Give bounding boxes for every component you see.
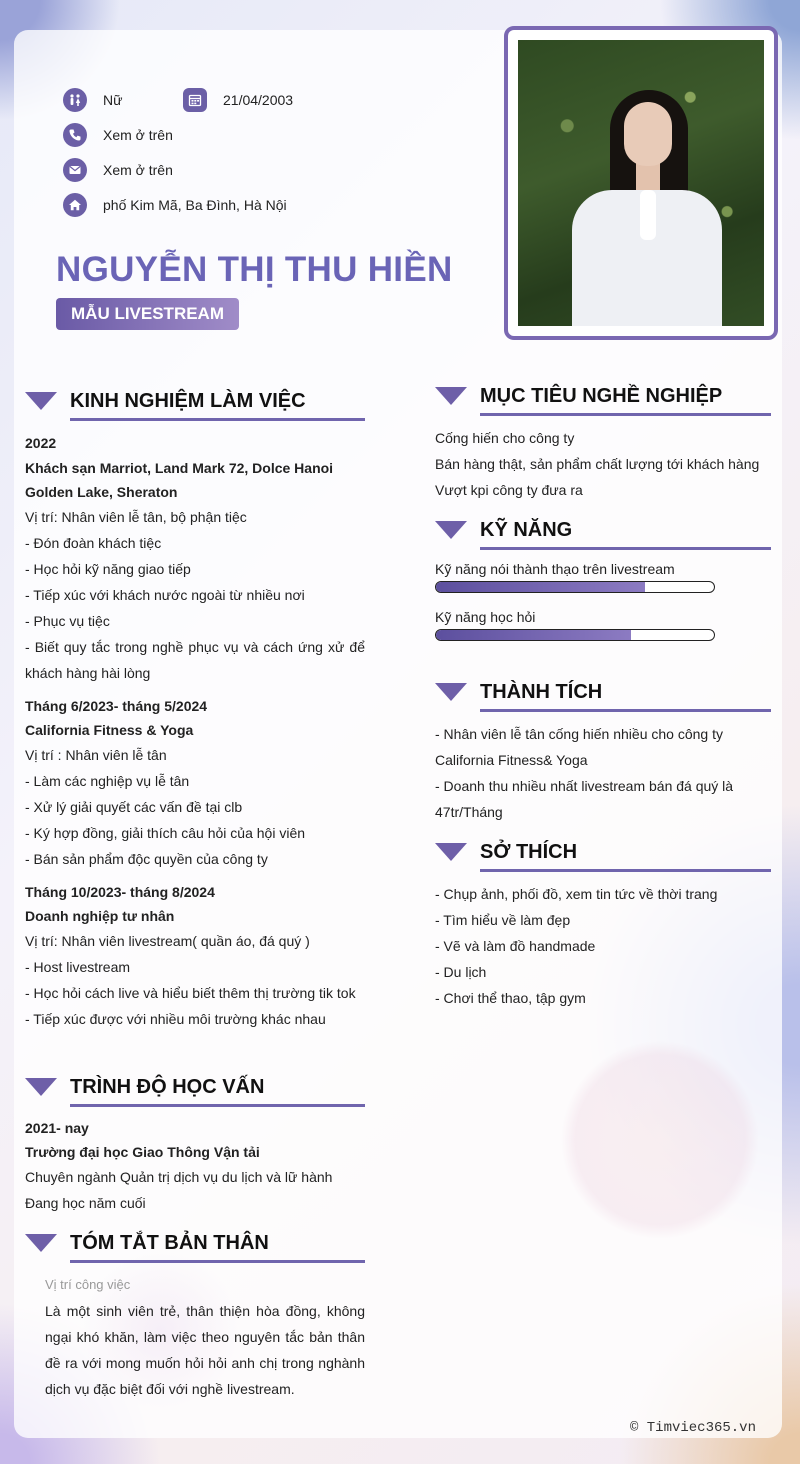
hobby-item: - Chụp ảnh, phối đồ, xem tin tức về thời trang [435,886,718,902]
calendar-icon [183,88,207,112]
job-company: Khách sạn Marriot, Land Mark 72, Dolce Hanoi Golden Lake, Sheraton [25,460,334,500]
job-duty: - Host livestream [25,959,131,975]
job-duty: - Học hỏi kỹ năng giao tiếp [25,561,191,577]
job-duty: - Phục vụ tiệc [25,613,110,629]
job-company: California Fitness & Yoga [25,722,194,738]
experience-section [25,390,365,1032]
section-underline [70,1104,365,1107]
objective-title: MỤC TIÊU NGHỀ NGHIỆP [480,385,723,407]
phone-icon [63,123,87,147]
skill-bar [435,581,715,593]
education-major: Chuyên ngành Quản trị dịch vụ du lịch và lữ hành [25,1169,333,1185]
objective-section [435,385,771,503]
job-duty: - Biết quy tắc trong nghề phục vụ và cách ứng xử để khách hàng hài lòng [25,639,365,681]
achievements-header [435,681,771,711]
section-marker-icon [435,683,467,701]
job-period: Tháng 6/2023- tháng 5/2024 [25,698,208,714]
experience-title: KINH NGHIỆM LÀM VIỆC [70,390,306,412]
mail-icon [63,158,87,182]
objective-item: Cống hiến cho công ty [435,430,575,446]
job-duty: - Xử lý giải quyết các vấn đề tại clb [25,799,243,815]
achievement-item: - Nhân viên lễ tân cống hiến nhiều cho công ty California Fitness& Yoga [435,726,723,768]
skill-bar-fill [436,582,645,592]
summary-title: TÓM TẮT BẢN THÂN [70,1232,269,1254]
education-period: 2021- nay [25,1120,89,1136]
profile-photo-frame [504,26,778,340]
education-section [25,1076,365,1216]
job-duty: - Tiếp xúc được với nhiều môi trường khác nhau [25,1011,326,1027]
education-title: TRÌNH ĐỘ HỌC VẤN [70,1076,265,1098]
objective-header [435,385,771,415]
phone-row [63,117,293,152]
education-header [25,1076,365,1106]
summary-section [25,1232,365,1402]
objective-item: Bán hàng thật, sản phẩm chất lượng tới khách hàng [435,456,760,472]
hobbies-header [435,841,771,871]
section-underline [480,709,771,712]
objective-item: Vượt kpi công ty đưa ra [435,482,583,498]
profile-photo [518,40,764,326]
hobbies-title: SỞ THÍCH [480,841,578,863]
candidate-name: NGUYỄN THỊ THU HIỀN [56,250,453,289]
gender-row [63,82,293,117]
section-underline [70,1260,365,1263]
job-duty: - Ký hợp đồng, giải thích câu hỏi của hội viên [25,825,306,841]
job-role: Vị trí: Nhân viên lễ tân, bộ phận tiệc [25,509,247,525]
home-icon [63,193,87,217]
job-entry [25,694,365,872]
job-duty: - Làm các nghiệp vụ lễ tân [25,773,190,789]
section-marker-icon [435,843,467,861]
section-marker-icon [25,1078,57,1096]
skills-title: KỸ NĂNG [480,519,573,541]
hobby-item: - Tìm hiểu về làm đẹp [435,912,571,928]
job-entry [25,430,365,686]
summary-header [25,1232,365,1262]
address-row [63,187,293,222]
section-underline [480,547,771,550]
education-school: Trường đại học Giao Thông Vận tải [25,1144,260,1160]
job-company: Doanh nghiệp tư nhân [25,908,175,924]
job-duty: - Học hỏi cách live và hiểu biết thêm thị trường tik tok [25,985,356,1001]
gender-value: Nữ [103,91,123,108]
summary-subtitle: Vị trí công việc [45,1277,131,1292]
section-underline [480,869,771,872]
hobbies-section [435,841,771,1011]
achievements-title: THÀNH TÍCH [480,681,603,703]
education-status: Đang học năm cuối [25,1195,146,1211]
job-duty: - Bán sản phẩm độc quyền của công ty [25,851,268,867]
skill-name: Kỹ năng nói thành thạo trên livestream [435,561,675,577]
section-underline [70,418,365,421]
skill-item [435,559,771,593]
job-role: Vị trí : Nhân viên lễ tân [25,747,167,763]
footer-copyright[interactable]: © Timviec365.vn [629,1420,756,1436]
section-underline [480,413,771,416]
section-marker-icon [25,1234,57,1252]
address-value: phố Kim Mã, Ba Đình, Hà Nội [103,196,287,213]
skill-item [435,607,771,641]
hobby-item: - Vẽ và làm đồ handmade [435,938,596,954]
section-marker-icon [25,392,57,410]
job-period: 2022 [25,435,57,451]
hobby-item: - Chơi thể thao, tập gym [435,990,586,1006]
section-marker-icon [435,387,467,405]
contact-info [63,82,293,222]
skills-header [435,519,771,549]
skill-bar-fill [436,630,631,640]
experience-header [25,390,365,420]
job-duty: - Đón đoàn khách tiệc [25,535,162,551]
achievement-item: - Doanh thu nhiều nhất livestream bán đá quý là 47tr/Tháng [435,778,734,820]
hobby-item: - Du lịch [435,964,487,980]
skills-section [435,519,771,655]
gender-icon [63,88,87,112]
job-role: Vị trí: Nhân viên livestream( quần áo, đá quý ) [25,933,310,949]
section-marker-icon [435,521,467,539]
job-entry [25,880,365,1032]
skill-bar [435,629,715,641]
decorative-flower [560,1040,760,1240]
email-row [63,152,293,187]
birthdate-value: 21/04/2003 [223,91,294,108]
job-title-badge: MẪU LIVESTREAM [56,298,239,330]
phone-value: Xem ở trên [103,126,173,143]
job-period: Tháng 10/2023- tháng 8/2024 [25,884,215,900]
email-value: Xem ở trên [103,161,173,178]
achievements-section [435,681,771,825]
summary-text: Là một sinh viên trẻ, thân thiện hòa đồng, không ngại khó khăn, làm việc theo nguyên tắc bản thân đề ra với mong muốn hỏi hỏi anh chị trong nghành dịch vụ đặc biệt đối với nghề livestream. [45,1303,365,1397]
skill-name: Kỹ năng học hỏi [435,609,536,625]
job-duty: - Tiếp xúc với khách nước ngoài từ nhiều nơi [25,587,305,603]
